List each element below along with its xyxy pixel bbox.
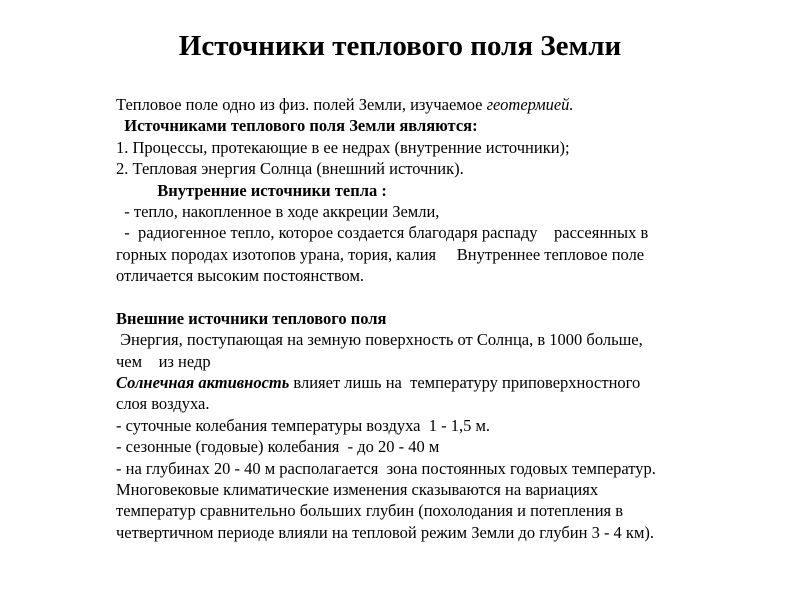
slide-body xyxy=(116,94,786,543)
solar-activity-text: влияет лишь на температуру приповерхностного xyxy=(289,373,641,393)
slide-title: Источники теплового поля Земли xyxy=(178,30,622,62)
sources-heading: Источниками теплового поля Земли являются: xyxy=(116,116,478,136)
internal-item-accretion: - тепло, накопленное в ходе аккреции Земли, xyxy=(116,201,440,221)
source-item-2: 2. Тепловая энергия Солнца (внешний источник). xyxy=(116,159,464,179)
daily-variation-line: - суточные колебания температуры воздуха 1 - 1,5 м. xyxy=(116,415,491,435)
constant-zone-line: - на глубинах 20 - 40 м располагается зона постоянных годовых температур. xyxy=(116,458,656,478)
external-energy-line: Энергия, поступающая на земную поверхность от Солнца, в 1000 больше, xyxy=(116,330,643,350)
source-item-1: 1. Процессы, протекающие в ее недрах (внутренние источники); xyxy=(116,137,570,157)
external-sources-heading: Внешние источники теплового поля xyxy=(116,308,387,328)
blank-line xyxy=(116,287,786,308)
climate-change-line-cont: температур сравнительно больших глубин (похолодания и потепления в xyxy=(116,501,624,521)
solar-activity-term: Солнечная активность xyxy=(116,373,290,393)
intro-text: Тепловое поле одно из физ. полей Земли, изучаемое xyxy=(116,95,487,114)
seasonal-variation-line: - сезонные (годовые) колебания - до 20 - 40 м xyxy=(116,437,440,457)
external-energy-line-cont: чем из недр xyxy=(116,351,211,371)
climate-change-line: Многовековые климатические изменения сказываются на вариациях xyxy=(116,480,599,500)
internal-item-radiogenic: - радиогенное тепло, которое создается благодаря распаду рассеянных в xyxy=(116,223,649,243)
solar-activity-line-cont: слоя воздуха. xyxy=(116,394,210,414)
internal-item-radiogenic-cont: горных породах изотопов урана, тория, калия Внутреннее тепловое поле xyxy=(116,244,645,264)
solar-activity-line xyxy=(116,372,786,393)
intro-line xyxy=(116,94,786,115)
geothermy-term: геотермией. xyxy=(486,95,574,114)
internal-sources-heading: Внутренние источники тепла : xyxy=(116,180,387,200)
climate-change-line-end: четвертичном периоде влияли на тепловой режим Земли до глубин 3 - 4 км). xyxy=(116,522,655,542)
internal-item-radiogenic-end: отличается высоким постоянством. xyxy=(116,266,365,286)
